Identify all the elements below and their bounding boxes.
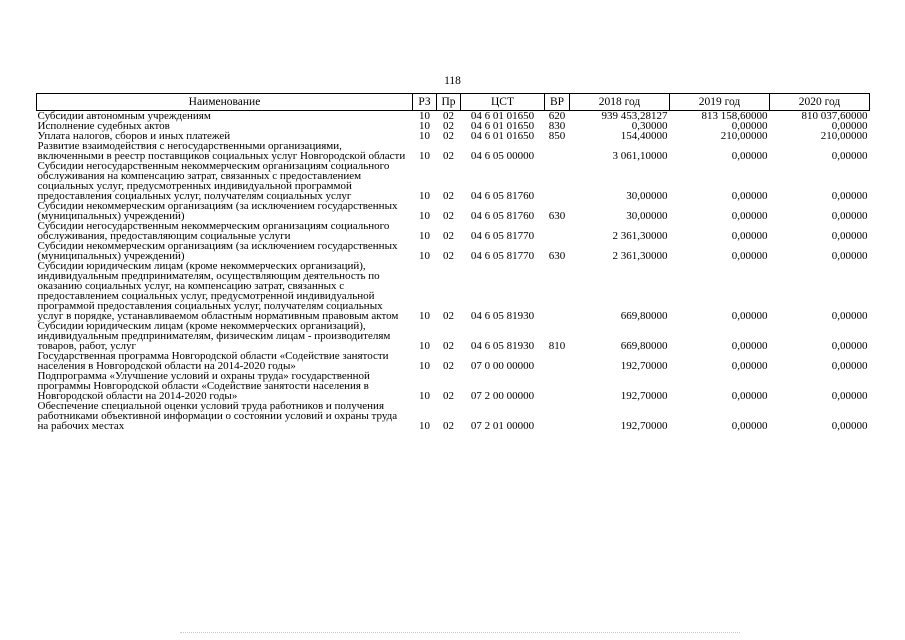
row-cst: 04 6 05 00000 xyxy=(470,150,535,162)
row-name: Подпрограмма «Улучшение условий и охраны труда» государственной программы Новгородской области «Содействие занятости населения в Новгородской области на 2014-2020 годы» xyxy=(37,370,370,402)
row-2019: 0,00000 xyxy=(731,360,768,372)
row-2020: 0,00000 xyxy=(831,420,868,432)
row-2020: 810 037,60000 xyxy=(801,110,868,122)
table-row xyxy=(37,261,870,321)
row-name: Исполнение судебных актов xyxy=(37,120,170,132)
row-cst: 04 6 01 01650 xyxy=(470,110,535,122)
row-2020: 210,00000 xyxy=(820,130,868,142)
row-rz: 10 xyxy=(419,360,430,372)
row-rz: 10 xyxy=(419,210,430,222)
row-name: Субсидии юридическим лицам (кроме некоммерческих организаций), индивидуальным предпринимателям, физическим лицам - производителям товаров, работ, услуг xyxy=(37,320,391,352)
row-cst: 04 6 05 81770 xyxy=(470,250,535,262)
table-row xyxy=(37,141,870,161)
row-pr: 02 xyxy=(443,420,454,432)
row-2018: 192,70000 xyxy=(620,390,668,402)
row-2020: 0,00000 xyxy=(831,150,868,162)
row-rz: 10 xyxy=(419,310,430,322)
row-2019: 0,00000 xyxy=(731,340,768,352)
row-rz: 10 xyxy=(419,150,430,162)
row-pr: 02 xyxy=(443,150,454,162)
row-cst: 07 2 00 00000 xyxy=(470,390,535,402)
table-row xyxy=(37,321,870,351)
row-pr: 02 xyxy=(443,310,454,322)
row-vr xyxy=(545,351,570,371)
table-row xyxy=(37,201,870,221)
header-2019: 2019 год xyxy=(670,94,770,111)
header-pr: Пр xyxy=(437,94,461,111)
row-2020: 0,00000 xyxy=(831,120,868,132)
header-2018: 2018 год xyxy=(570,94,670,111)
row-2019: 210,00000 xyxy=(720,130,768,142)
row-vr xyxy=(545,161,570,201)
header-name: Наименование xyxy=(37,94,413,111)
row-cst: 04 6 05 81760 xyxy=(470,190,535,202)
row-vr: 850 xyxy=(548,130,566,142)
row-rz: 10 xyxy=(419,130,430,142)
row-name: Государственная программа Новгородской области «Содействие занятости населения в Новгородской области на 2014-2020 годы» xyxy=(37,350,389,372)
row-rz: 10 xyxy=(419,420,430,432)
row-2018: 192,70000 xyxy=(620,360,668,372)
row-rz: 10 xyxy=(419,250,430,262)
row-name: Субсидии некоммерческим организациям (за исключением государственных (муниципальных) учреждений) xyxy=(37,240,398,262)
row-2018: 669,80000 xyxy=(620,310,668,322)
row-2018: 154,40000 xyxy=(620,130,668,142)
row-2018: 30,00000 xyxy=(626,210,668,222)
row-pr: 02 xyxy=(443,190,454,202)
row-cst: 04 6 05 81930 xyxy=(470,310,535,322)
row-2020: 0,00000 xyxy=(831,360,868,372)
row-2020: 0,00000 xyxy=(831,190,868,202)
row-2020: 0,00000 xyxy=(831,310,868,322)
header-cst: ЦСТ xyxy=(461,94,545,111)
row-cst: 04 6 01 01650 xyxy=(470,130,535,142)
row-pr: 02 xyxy=(443,210,454,222)
row-2020: 0,00000 xyxy=(831,210,868,222)
scan-artifact-line xyxy=(180,632,740,634)
header-vr: ВР xyxy=(545,94,570,111)
row-vr xyxy=(545,141,570,161)
row-2020: 0,00000 xyxy=(831,340,868,352)
row-pr: 02 xyxy=(443,120,454,132)
row-2018: 669,80000 xyxy=(620,340,668,352)
row-cst: 04 6 05 81760 xyxy=(470,210,535,222)
row-name: Обеспечение специальной оценки условий труда работников и получения работниками объективной информации о состоянии условий и охраны труда на рабочих местах xyxy=(37,400,398,432)
table-row xyxy=(37,401,870,431)
row-rz: 10 xyxy=(419,120,430,132)
row-2020: 0,00000 xyxy=(831,390,868,402)
row-2019: 813 158,60000 xyxy=(701,110,768,122)
row-2018: 0,30000 xyxy=(631,120,668,132)
row-pr: 02 xyxy=(443,390,454,402)
table-row xyxy=(37,221,870,241)
row-2019: 0,00000 xyxy=(731,210,768,222)
row-name: Субсидии некоммерческим организациям (за исключением государственных (муниципальных) учреждений) xyxy=(37,200,398,222)
row-name: Субсидии автономным учреждениям xyxy=(37,110,211,122)
row-vr: 810 xyxy=(548,340,566,352)
row-name: Субсидии негосударственным некоммерческим организациям социального обслуживания на компенсацию затрат, связанных с предоставлением социальных услуг, предусмотренных индивидуальной программой предоставления социальных услуг, получателям социальных услуг xyxy=(37,160,390,202)
row-pr: 02 xyxy=(443,250,454,262)
row-vr xyxy=(545,401,570,431)
row-vr: 620 xyxy=(548,110,566,122)
table-row xyxy=(37,371,870,401)
row-rz: 10 xyxy=(419,390,430,402)
row-vr xyxy=(545,221,570,241)
row-2019: 0,00000 xyxy=(731,120,768,132)
row-2019: 0,00000 xyxy=(731,390,768,402)
row-2019: 0,00000 xyxy=(731,150,768,162)
row-rz: 10 xyxy=(419,110,430,122)
row-cst: 04 6 05 81930 xyxy=(470,340,535,352)
row-pr: 02 xyxy=(443,230,454,242)
row-cst: 04 6 01 01650 xyxy=(470,120,535,132)
row-vr: 830 xyxy=(548,120,566,132)
row-2019: 0,00000 xyxy=(731,230,768,242)
row-2018: 2 361,30000 xyxy=(612,250,668,262)
page-number: 118 xyxy=(444,75,461,87)
header-2020: 2020 год xyxy=(770,94,870,111)
row-vr: 630 xyxy=(548,250,566,262)
row-2018: 3 061,10000 xyxy=(612,150,668,162)
budget-table xyxy=(36,93,870,431)
row-rz: 10 xyxy=(419,340,430,352)
row-2019: 0,00000 xyxy=(731,250,768,262)
row-name: Развитие взаимодействия с негосударственными организациями, включенными в реестр поставщиков социальных услуг Новгородской области xyxy=(37,140,406,162)
row-cst: 04 6 05 81770 xyxy=(470,230,535,242)
row-2020: 0,00000 xyxy=(831,230,868,242)
row-pr: 02 xyxy=(443,130,454,142)
row-rz: 10 xyxy=(419,230,430,242)
row-pr: 02 xyxy=(443,340,454,352)
row-2019: 0,00000 xyxy=(731,190,768,202)
row-2018: 2 361,30000 xyxy=(612,230,668,242)
row-name: Уплата налогов, сборов и иных платежей xyxy=(37,130,231,142)
row-pr: 02 xyxy=(443,360,454,372)
row-vr xyxy=(545,261,570,321)
row-rz: 10 xyxy=(419,190,430,202)
row-2019: 0,00000 xyxy=(731,310,768,322)
row-pr: 02 xyxy=(443,110,454,122)
row-2018: 30,00000 xyxy=(626,190,668,202)
table-row xyxy=(37,241,870,261)
row-name: Субсидии негосударственным некоммерческим организациям социального обслуживания, предоставляющим социальные услуги xyxy=(37,220,390,242)
row-2018: 939 453,28127 xyxy=(601,110,668,122)
header-rz: РЗ xyxy=(413,94,437,111)
row-vr xyxy=(545,371,570,401)
row-vr: 630 xyxy=(548,210,566,222)
row-2019: 0,00000 xyxy=(731,420,768,432)
row-name: Субсидии юридическим лицам (кроме некоммерческих организаций), индивидуальным предпринимателям, осуществляющим деятельность по оказанию социальных услуг, на компенсацию затрат, связанных с предоставлением социальных услуг, предусмотренной индивидуальной программой предоставления социальных услуг, получателям социальных услуг в порядке, устанавливаемом областным нормативным правовым актом xyxy=(37,260,399,322)
row-cst: 07 0 00 00000 xyxy=(470,360,535,372)
row-2020: 0,00000 xyxy=(831,250,868,262)
table-row xyxy=(37,161,870,201)
row-cst: 07 2 01 00000 xyxy=(470,420,535,432)
table-row xyxy=(37,351,870,371)
table-header-row xyxy=(37,94,870,111)
row-2018: 192,70000 xyxy=(620,420,668,432)
